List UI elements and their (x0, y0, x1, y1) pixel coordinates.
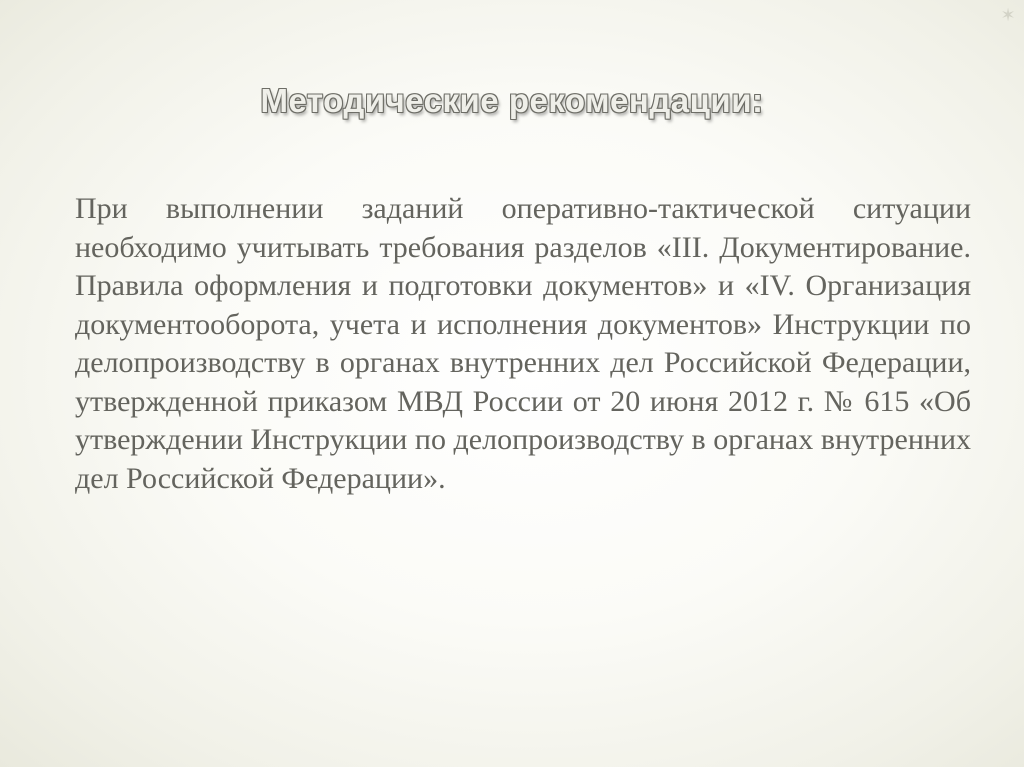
slide-title: Методические рекомендации: (260, 82, 764, 119)
slide-body-text: При выполнении заданий оперативно-тактической ситуации необходимо учитывать требования разделов «III. Документирование. Правила оформления и подготовки документов» и «IV. Организация документооборота, учета и исполнения документов» Инструкции по делопроизводству в органах внутренних дел Российской Федерации, утвержденной приказом МВД России от 20 июня 2012 г. № 615 «Об утверждении Инструкции по делопроизводству в органах внутренних дел Российской Федерации». (75, 192, 971, 495)
corner-sparkle-icon: ✶ (1000, 5, 1016, 26)
